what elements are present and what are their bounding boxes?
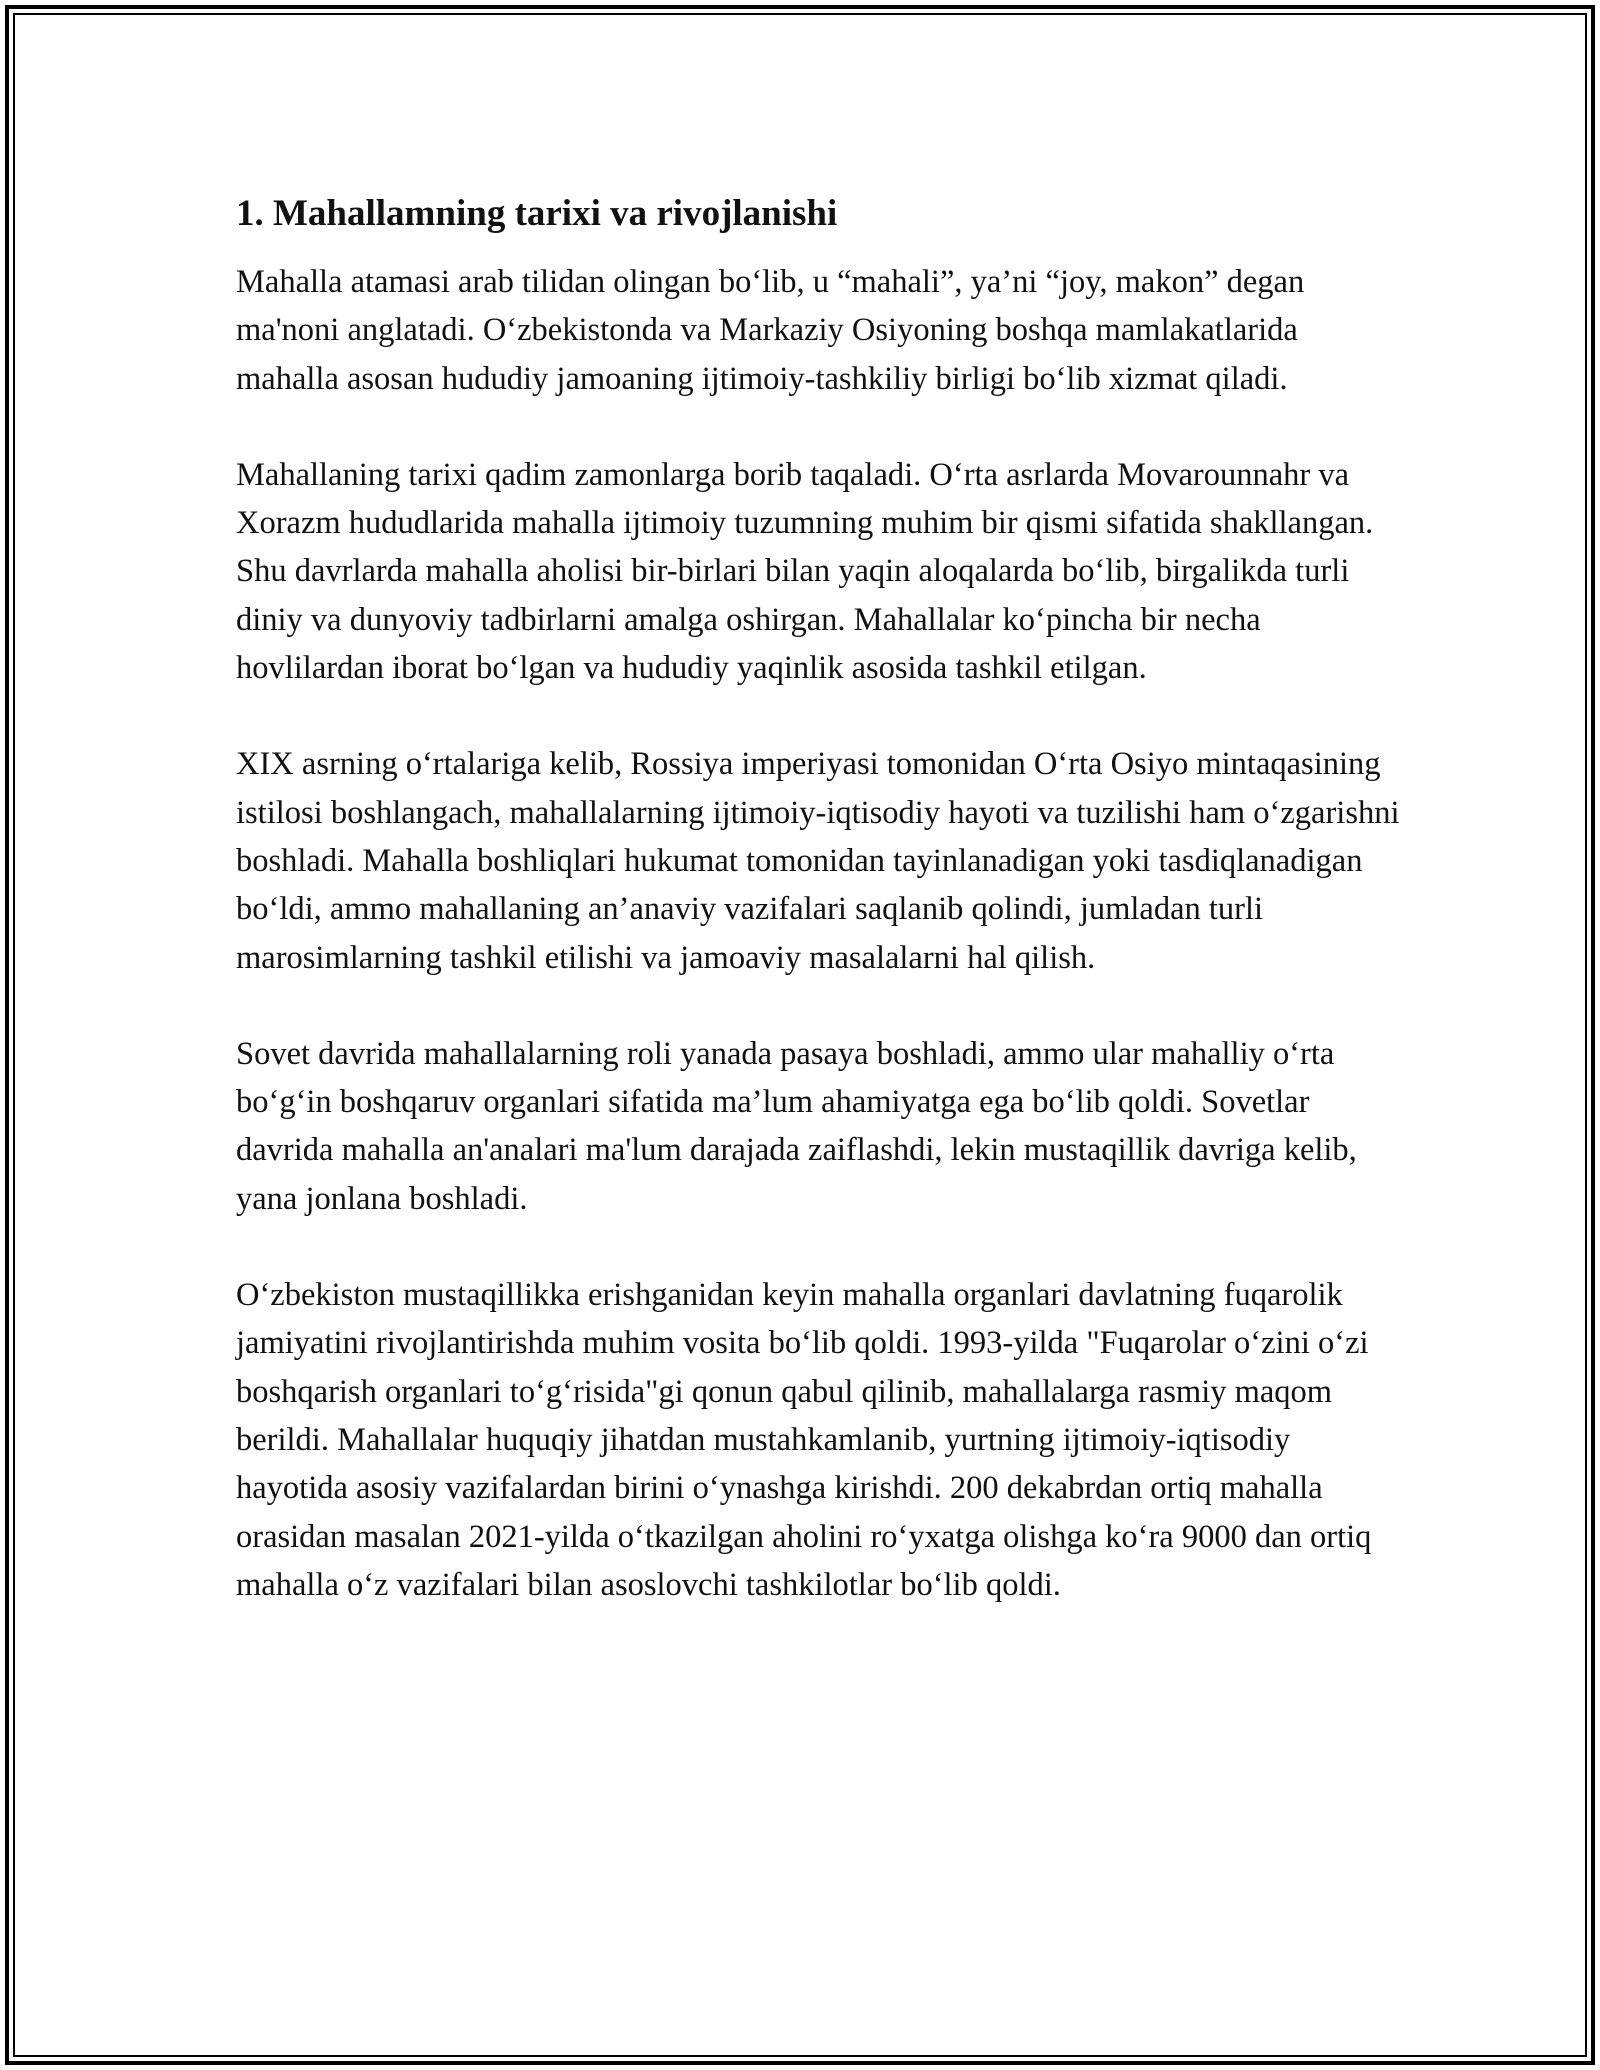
document-body (236, 186, 1406, 1609)
paragraph-2: Mahallaning tarixi qadim zamonlarga borib taqaladi. O‘rta asrlarda Movarounnahr va Xorazm hududlarida mahalla ijtimoiy tuzumning muhim bir qismi sifatida shakllangan. Shu davrlarda mahalla aholisi bir-birlari bilan yaqin aloqalarda bo‘lib, birgalikda turli diniy va dunyoviy tadbirlarni amalga oshirgan. Mahallalar ko‘pincha bir necha hovlilardan iborat bo‘lgan va hududiy yaqinlik asosida tashkil etilgan. (236, 456, 1374, 687)
paragraph-5: O‘zbekiston mustaqillikka erishganidan keyin mahalla organlari davlatning fuqarolik jamiyatini rivojlantirishda muhim vosita bo‘lib qoldi. 1993-yilda "Fuqarolar o‘zini o‘zi boshqarish organlari to‘g‘risida"gi qonun qabul qilinib, mahallalarga rasmiy maqom berildi. Mahallalar huquqiy jihatdan mustahkamlanib, yurtning ijtimoiy-iqtisodiy hayotida asosiy vazifalardan birini o‘ynashga kirishdi. 200 dekabrdan ortiq mahalla orasidan masalan 2021-yilda o‘tkazilgan aholini ro‘yxatga olishga ko‘ra 9000 dan ortiq mahalla o‘z vazifalari bilan asoslovchi tashkilotlar bo‘lib qoldi. (236, 1277, 1372, 1603)
paragraph-3: XIX asrning o‘rtalariga kelib, Rossiya imperiyasi tomonidan O‘rta Osiyo mintaqasining istilosi boshlangach, mahallalarning ijtimoiy-iqtisodiy hayoti va tuzilishi ham o‘zgarishni boshladi. Mahalla boshliqlari hukumat tomonidan tayinlanadigan yoki tasdiqlanadigan bo‘ldi, ammo mahallaning an’anaviy vazifalari saqlanib qolindi, jumladan turli marosimlarning tashkil etilishi va jamoaviy masalalarni hal qilish. (236, 746, 1400, 976)
paragraph-1: Mahalla atamasi arab tilidan olingan bo‘lib, u “mahali”, ya’ni “joy, makon” degan ma'noni anglatadi. O‘zbekistonda va Markaziy Osiyoning boshqa mamlakatlarida mahalla asosan hududiy jamoaning ijtimoiy-tashkiliy birligi bo‘lib xizmat qiladi. (236, 264, 1305, 397)
section-heading: 1. Mahallamning tarixi va rivojlanishi (236, 193, 838, 234)
paragraph-4: Sovet davrida mahallalarning roli yanada pasaya boshladi, ammo ular mahalliy o‘rta bo‘g‘in boshqaruv organlari sifatida ma’lum ahamiyatga ega bo‘lib qoldi. Sovetlar davrida mahalla an'analari ma'lum darajada zaiflashdi, lekin mustaqillik davriga kelib, yana jonlana boshladi. (236, 1035, 1357, 1217)
